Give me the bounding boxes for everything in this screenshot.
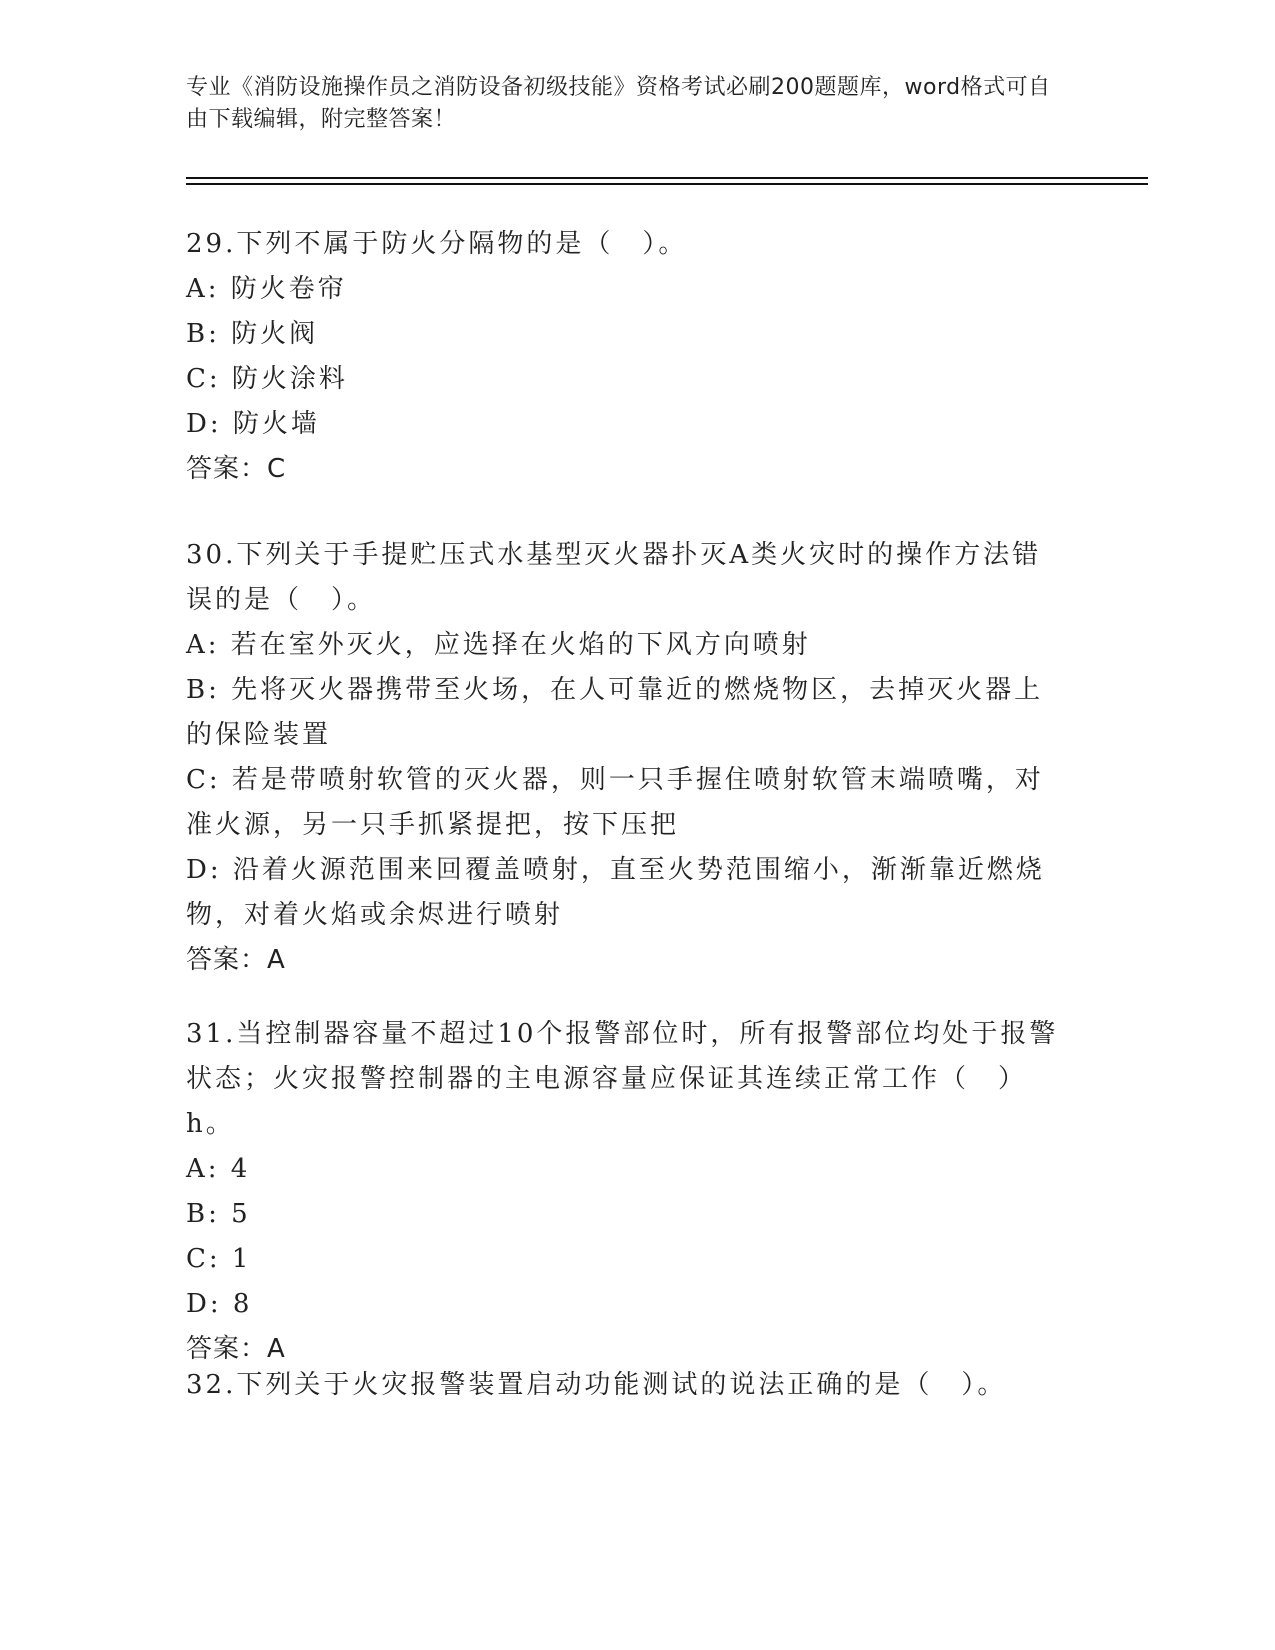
question-31 xyxy=(186,1012,1066,1372)
question-29 xyxy=(186,222,1066,492)
answer-value: A xyxy=(267,945,286,975)
option-b: B: 防火阀 xyxy=(186,319,319,349)
question-32 xyxy=(186,1363,1066,1408)
answer-line xyxy=(186,938,1066,983)
answer-label: 答案： xyxy=(186,454,268,484)
answer-label: 答案： xyxy=(186,1334,268,1364)
question-stem: 32.下列关于火灾报警装置启动功能测试的说法正确的是（ ）。 xyxy=(186,1370,1007,1400)
answer-label: 答案： xyxy=(186,945,268,975)
question-30 xyxy=(186,533,1066,983)
option-b: B: 5 xyxy=(186,1199,251,1229)
option-a: A: 防火卷帘 xyxy=(186,274,347,304)
option-c: C: 1 xyxy=(186,1244,252,1274)
question-stem: 30.下列关于手提贮压式水基型灭火器扑灭A类火灾时的操作方法错误的是（ ）。 xyxy=(186,540,1042,615)
document-header: 专业《消防设施操作员之消防设备初级技能》资格考试必刷200题题库，word格式可自由下载编辑，附完整答案！ xyxy=(186,75,1051,132)
option-a: A: 若在室外灭火，应选择在火焰的下风方向喷射 xyxy=(186,630,811,660)
option-b: B: 先将灭火器携带至火场，在人可靠近的燃烧物区，去掉灭火器上的保险装置 xyxy=(186,675,1044,750)
question-stem: 29.下列不属于防火分隔物的是（ ）。 xyxy=(186,229,688,259)
answer-line xyxy=(186,447,1066,492)
answer-value: A xyxy=(267,1334,286,1364)
option-c: C: 若是带喷射软管的灭火器，则一只手握住喷射软管末端喷嘴，对准火源，另一只手抓紧提把，按下压把 xyxy=(186,765,1044,840)
option-c: C: 防火涂料 xyxy=(186,364,348,394)
question-stem: 31.当控制器容量不超过10个报警部位时，所有报警部位均处于报警状态；火灾报警控制器的主电源容量应保证其连续正常工作（ ）h。 xyxy=(186,1019,1059,1139)
option-d: D: 沿着火源范围来回覆盖喷射，直至火势范围缩小，渐渐靠近燃烧物，对着火焰或余烬进行喷射 xyxy=(186,855,1045,930)
answer-value: C xyxy=(267,454,287,484)
option-d: D: 8 xyxy=(186,1289,253,1319)
option-a: A: 4 xyxy=(186,1154,251,1184)
header-divider-bottom xyxy=(186,183,1148,185)
header-divider-top xyxy=(186,177,1148,179)
option-d: D: 防火墙 xyxy=(186,409,320,439)
